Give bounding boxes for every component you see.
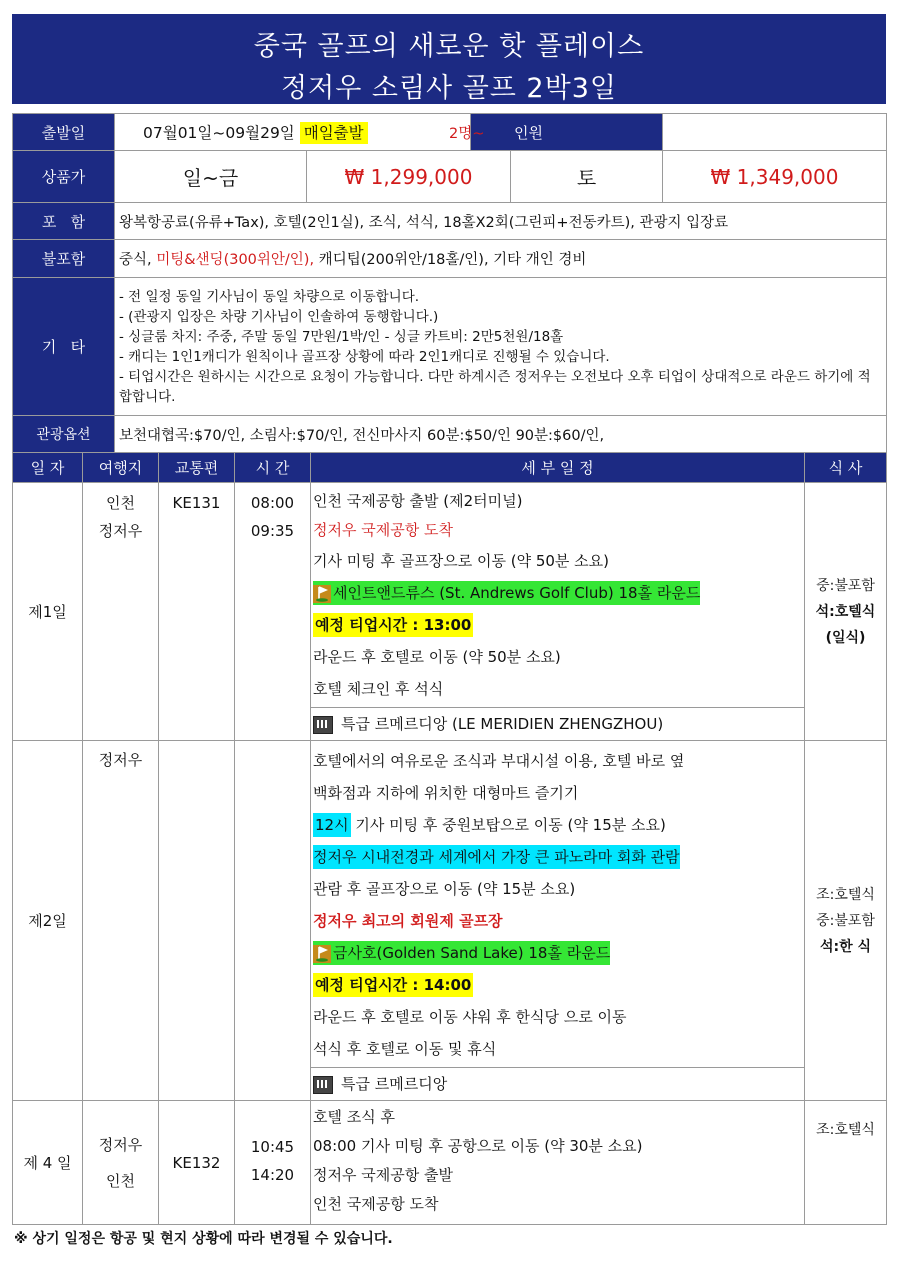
day2-line: 정저우 최고의 회원제 골프장 [313,912,503,930]
meeting-sending-fee: 미팅&샌딩(300위안/인), [156,252,315,268]
banner-line-1: 중국 골프의 새로운 핫 플레이스 [253,31,645,62]
departure-date-range: 07월01일~09월29일 [143,124,295,142]
day4-line: 08:00 기사 미팅 후 공항으로 이동 (약 30분 소요) [313,1137,643,1155]
day2-line: 12시 기사 미팅 후 중원보탑으로 이동 (약 15분 소요) [311,809,804,841]
saturday-label: 토 [511,151,663,203]
day1-line: 호텔 체크인 후 석식 [313,680,444,698]
day2-flight-empty [159,741,235,1101]
day1-flight: KE131 [159,483,235,741]
day2-city: 정저우 [83,741,159,1101]
etc-item: - 싱글룸 차지: 주중, 주말 동일 7만원/1박/인 - 싱글 카트비: 2만5천원/18홀 [119,328,564,345]
day4-detail [311,1101,805,1225]
product-info-table [12,113,887,453]
footnote: ※ 상기 일정은 항공 및 현지 상황에 따라 변경될 수 있습니다. [14,1231,393,1247]
day1-times: 08:00 09:35 [235,483,311,741]
title-banner [12,14,886,104]
day1-line: 기사 미팅 후 골프장으로 이동 (약 50분 소요) [313,552,610,570]
day2-golf-line: 금사호(Golden Sand Lake) 18홀 라운드 [311,937,804,969]
day4-line: 인천 국제공항 도착 [313,1195,439,1213]
day4-label: 제 4 일 [13,1101,83,1225]
schedule-table [12,452,887,1225]
day4-line: 호텔 조식 후 [313,1108,395,1126]
day2-line: 정저우 시내전경과 세계에서 가장 큰 파노라마 회화 관람 [311,841,804,873]
people-label: 인원 [471,114,663,151]
day2-time-empty [235,741,311,1101]
day4-cities: 정저우 인천 [83,1101,159,1225]
day1-detail [311,483,805,741]
col-meal: 식 사 [805,453,887,483]
day1-meals: 중:불포함 석:호텔식 (일식) [805,483,887,741]
golf-flag-icon [313,585,331,603]
golf-flag-icon [313,945,331,963]
day4-meals: 조:호텔식 [805,1101,887,1225]
etc-label: 기 타 [13,278,115,416]
day2-meals: 조:호텔식 중:불포함 석:한 식 [805,741,887,1101]
day2-line: 석식 후 호텔로 이동 및 휴식 [313,1040,497,1058]
weekday-label: 일~금 [115,151,307,203]
day1-hotel: 특급 르메르디앙 (LE MERIDIEN ZHENGZHOU) [311,707,804,740]
etc-item: - (관광지 입장은 차량 기사님이 인솔하여 동행합니다.) [119,308,439,325]
departure-dates [115,114,471,151]
exclude-text: 중식, 미팅&샌딩(300위안/인), 캐디팁(200위안/18홀/인), 기타 개인 경비 [115,240,887,278]
day1-cities: 인천 정저우 [83,483,159,741]
weekday-price: ₩ 1,299,000 [307,151,511,203]
option-text: 보천대협곡:$70/인, 소림사:$70/인, 전신마사지 60분:$50/인 90분:$60/인, [115,416,887,453]
day1-teeup-line: 예정 티업시간 : 13:00 [311,609,804,641]
include-text: 왕복항공료(유류+Tax), 호텔(2인1실), 조식, 석식, 18홀X2회(그린피+전동카트), 관광지 입장료 [115,203,887,240]
etc-item: - 전 일정 동일 기사님이 동일 차량으로 이동합니다. [119,288,420,305]
day2-teeup-line: 예정 티업시간 : 14:00 [311,969,804,1001]
day1-line: 정저우 국제공항 도착 [313,521,453,539]
departure-label: 출발일 [13,114,115,151]
day1-golf-line: 세인트앤드류스 (St. Andrews Golf Club) 18홀 라운드 [311,577,804,609]
exclude-label: 불포함 [13,240,115,278]
people-value: 2명~ [663,114,887,151]
etc-item: - 티업시간은 원하시는 시간으로 요청이 가능합니다. 다만 하계시즌 정저우는 오전보다 오후 티업이 상대적으로 라운드 하기에 적합합니다. [119,368,871,405]
day2-hotel: 특급 르메르디앙 [311,1067,804,1100]
day2-line: 호텔에서의 여유로운 조식과 부대시설 이용, 호텔 바로 옆 [313,752,685,770]
include-label: 포 함 [13,203,115,240]
day1-line: 인천 국제공항 출발 (제2터미널) [313,492,523,510]
option-label: 관광옵션 [13,416,115,453]
hotel-icon [313,716,333,734]
etc-list [115,278,887,416]
banner-line-2: 정저우 소림사 골프 2박3일 [281,73,617,104]
day2-line: 관람 후 골프장으로 이동 (약 15분 소요) [313,880,576,898]
day4-line: 정저우 국제공항 출발 [313,1166,453,1184]
col-detail: 세 부 일 정 [311,453,805,483]
saturday-price: ₩ 1,349,000 [663,151,887,203]
day1-line: 라운드 후 호텔로 이동 (약 50분 소요) [313,648,561,666]
price-label: 상품가 [13,151,115,203]
day4-times: 10:45 14:20 [235,1101,311,1225]
day1-label: 제1일 [13,483,83,741]
etc-item: - 캐디는 1인1캐디가 원칙이나 골프장 상황에 따라 2인1캐디로 진행될 수 있습니다. [119,348,610,365]
day2-label: 제2일 [13,741,83,1101]
hotel-icon [313,1076,333,1094]
col-transport: 교통편 [159,453,235,483]
col-time: 시 간 [235,453,311,483]
day4-flight: KE132 [159,1101,235,1225]
daily-departure-badge: 매일출발 [300,122,368,144]
day2-line: 라운드 후 호텔로 이동 샤워 후 한식당 으로 이동 [313,1008,627,1026]
col-day: 일 자 [13,453,83,483]
col-city: 여행지 [83,453,159,483]
day2-detail [311,741,805,1101]
day2-line: 백화점과 지하에 위치한 대형마트 즐기기 [313,784,579,802]
